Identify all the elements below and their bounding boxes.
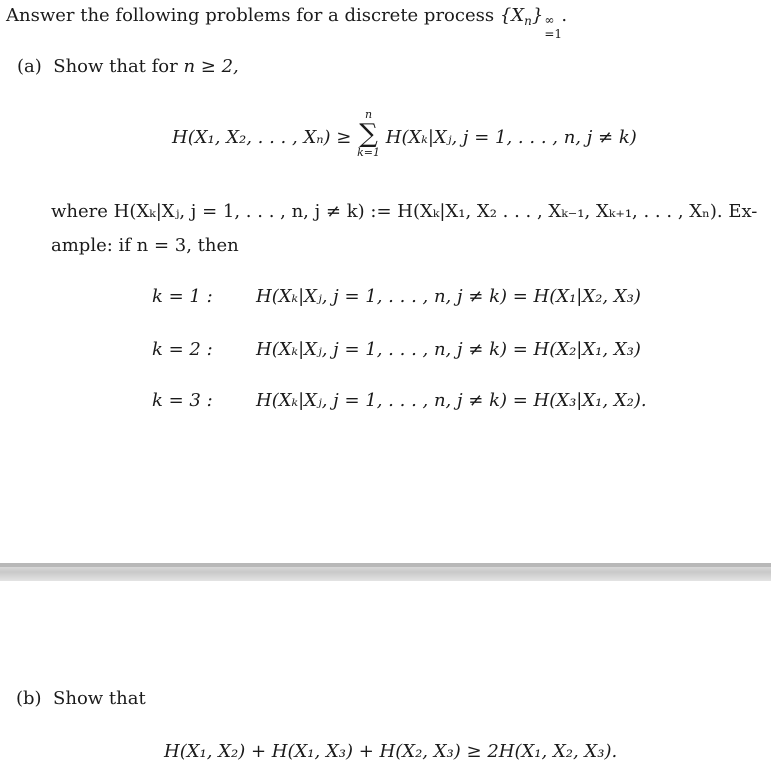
problem-intro: Answer the following problems for a discrete process $\{X_n\}$ ∞ =1 .	[6, 5, 568, 41]
case-k1-label: k = 1 :	[152, 286, 213, 307]
case-k3-label: k = 3 :	[152, 390, 213, 411]
part-a-statement	[17, 56, 239, 78]
part-a-inequality	[172, 108, 637, 163]
part-a-label: (a)	[17, 56, 42, 77]
case-k2-label: k = 2 :	[152, 339, 213, 360]
part-a-condition: n ≥ 2,	[183, 56, 239, 77]
summation-symbol: n ∑ k=1	[357, 108, 381, 159]
inequality-rhs: H(Xₖ|Xⱼ, j = 1, . . . , n, j ≠ k)	[385, 127, 637, 148]
intro-set: $\{X_n\}$	[499, 5, 544, 28]
case-k1-expr: H(Xₖ|Xⱼ, j = 1, . . . , n, j ≠ k) = H(X₁|X₂, X₃)	[256, 286, 641, 307]
part-b-label: (b)	[16, 688, 42, 709]
part-a-text: Show that for	[53, 56, 178, 77]
part-b-statement	[16, 688, 146, 710]
intro-text: Answer the following problems for a discrete process	[6, 5, 495, 26]
example-intro: ample: if n = 3, then	[51, 235, 239, 256]
part-b-text: Show that	[53, 688, 146, 709]
case-k2-expr: H(Xₖ|Xⱼ, j = 1, . . . , n, j ≠ k) = H(X₂|X₁, X₃)	[256, 339, 641, 360]
part-b-inequality: H(X₁, X₂) + H(X₁, X₃) + H(X₂, X₃) ≥ 2H(X₁, X₂, X₃).	[164, 741, 618, 762]
where-definition: where H(Xₖ|Xⱼ, j = 1, . . . , n, j ≠ k) := H(Xₖ|X₁, X₂ . . . , Xₖ₋₁, Xₖ₊₁, . . . , Xₙ). Ex-	[51, 201, 758, 222]
case-k3-expr: H(Xₖ|Xⱼ, j = 1, . . . , n, j ≠ k) = H(X₃|X₁, X₂).	[256, 390, 647, 411]
page-divider-line	[0, 563, 771, 567]
inequality-lhs: H(X₁, X₂, . . . , Xₙ) ≥	[172, 127, 352, 148]
